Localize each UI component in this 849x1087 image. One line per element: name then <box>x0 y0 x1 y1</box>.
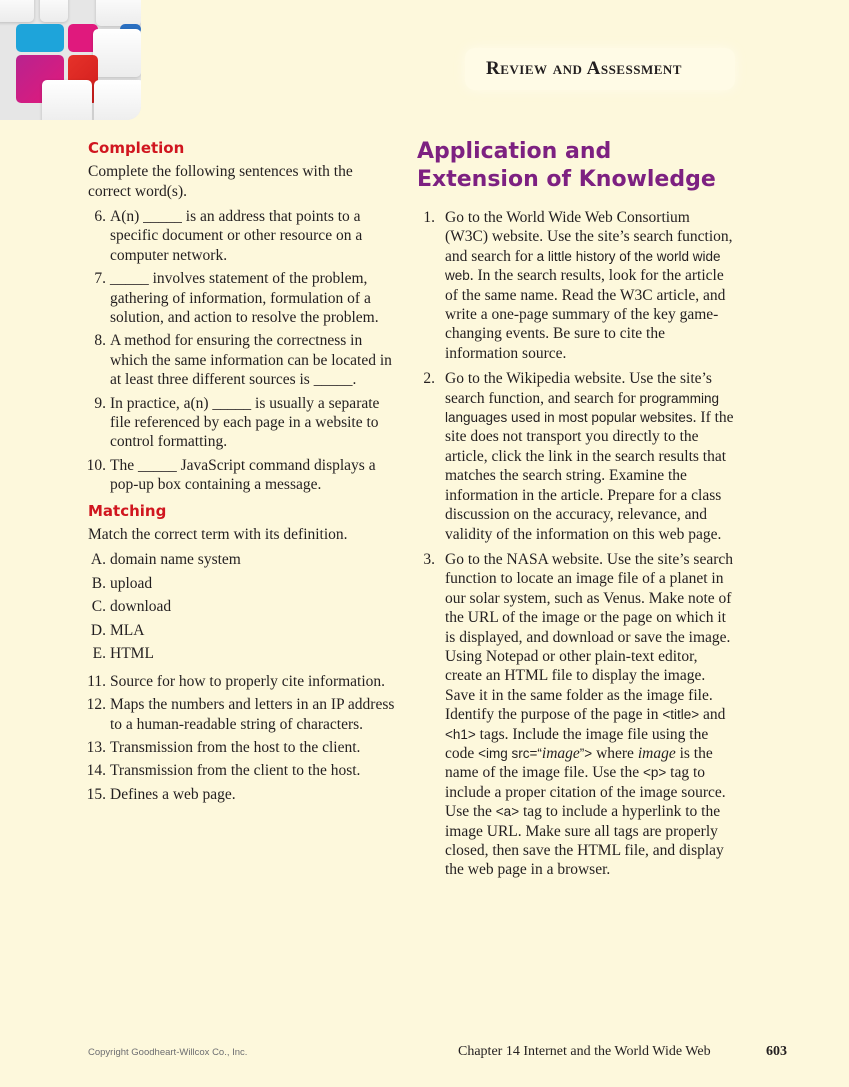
item-number: 3. <box>423 550 435 568</box>
application-list <box>417 208 735 880</box>
list-item <box>417 369 735 544</box>
code-snippet: <a> <box>495 804 520 820</box>
item-number: 15. <box>86 785 106 803</box>
item-text: The _____ JavaScript command displays a pop-up box containing a message. <box>110 456 376 494</box>
item-text: and <box>699 706 726 724</box>
item-text: . If the site does not transport you directly to the article, click the link in the search results that matches the search string. Examine the information in the article. Prepare for a class discussion on the accuracy, relevance, and validity of the information on this web page. <box>445 409 734 543</box>
term-text: MLA <box>110 621 145 639</box>
item-number: 7. <box>94 270 106 288</box>
term-item <box>88 597 398 617</box>
item-text: A(n) _____ is an address that points to a specific document or other resource on a computer network. <box>110 208 363 264</box>
tile <box>94 80 141 120</box>
right-column <box>417 138 735 886</box>
tile <box>93 29 141 77</box>
item-text: . In the search results, look for the article of the same name. Read the W3C article, and write a one-page summary of the key game-changing events. Be sure to cite the information source. <box>445 267 726 362</box>
term-item <box>88 621 398 641</box>
code-snippet: <h1> <box>445 726 476 742</box>
term-letter: B. <box>91 574 106 592</box>
term-letter: A. <box>90 551 106 569</box>
item-text: Go to the World Wide Web Consortium (W3C) website. Use the site’s search function, and search for <box>445 209 733 265</box>
term-text: upload <box>110 574 153 592</box>
item-text: Transmission from the host to the client. <box>110 738 361 756</box>
list-item <box>88 785 398 804</box>
tile <box>96 0 141 26</box>
left-column <box>88 138 398 808</box>
list-item <box>88 269 398 327</box>
item-number: 8. <box>94 332 106 350</box>
item-number: 10. <box>86 456 106 474</box>
page-number: 603 <box>766 1044 787 1059</box>
item-text: where <box>592 744 638 762</box>
tile <box>42 80 92 120</box>
item-text: Transmission from the client to the host. <box>110 762 361 780</box>
copyright-notice: Copyright Goodheart-Willcox Co., Inc. <box>88 1047 248 1058</box>
item-number: 14. <box>86 762 106 780</box>
code-snippet: <title> <box>662 707 700 723</box>
application-heading: Application and Extension of Knowledge <box>417 139 716 192</box>
term-text: download <box>110 598 172 616</box>
list-item <box>88 695 398 734</box>
item-number: 12. <box>86 696 106 714</box>
matching-intro: Match the correct term with its definition. <box>88 525 348 543</box>
list-item <box>417 208 735 363</box>
item-number: 9. <box>94 394 106 412</box>
item-text: A method for ensuring the correctness in which the same information can be located in at least three different sources is _____. <box>110 332 392 389</box>
term-letter: E. <box>92 645 106 663</box>
term-item <box>88 550 398 570</box>
code-snippet: <img src=“ <box>478 745 542 761</box>
item-text: Go to the NASA website. Use the site’s search function to locate an image file of a planet in our solar system, such as Venus. Make note of the URL of the image or the page on which it is displayed, and download or save the image. Using Notepad or other plain-text editor, create an HTML file to display the image. Save it in the same folder as the image file. Identify the purpose of the page in <box>445 550 733 724</box>
italic-term: image <box>637 744 676 762</box>
matching-terms <box>88 550 398 664</box>
term-text: domain name system <box>110 551 241 569</box>
list-item <box>88 672 398 691</box>
list-item <box>88 456 398 495</box>
list-item <box>417 550 735 880</box>
item-text: tags. Include the image file using the code <box>445 725 709 762</box>
completion-intro: Complete the following sentences with the correct word(s). <box>88 163 353 200</box>
term-item <box>88 644 398 664</box>
matching-definitions <box>88 672 398 804</box>
item-text: Go to the Wikipedia website. Use the site’s search function, and search for <box>445 370 712 407</box>
colored-tiles-graphic-icon <box>0 0 141 120</box>
term-letter: D. <box>90 621 106 639</box>
tile <box>0 0 34 22</box>
list-item <box>88 394 398 452</box>
tile <box>40 0 68 22</box>
item-number: 13. <box>86 738 106 756</box>
completion-list <box>88 207 398 495</box>
item-text: tag to include a hyperlink to the image URL. Make sure all tags are properly closed, then save the HTML file, and display the web page in a browser. <box>445 803 724 879</box>
item-number: 1. <box>423 209 435 226</box>
search-term: programming languages used in most popular websites <box>445 390 720 426</box>
item-text: is the name of the image file. Use the <box>445 744 713 782</box>
code-snippet: ”> <box>579 745 593 761</box>
term-text: HTML <box>110 645 154 663</box>
list-item <box>88 331 398 389</box>
list-item <box>88 207 398 265</box>
item-number: 2. <box>423 370 435 388</box>
item-text: tag to include a proper citation of the image source. Use the <box>445 764 726 821</box>
item-number: 11. <box>87 672 106 690</box>
item-number: 6. <box>94 208 106 225</box>
code-snippet: <p> <box>642 765 667 781</box>
chapter-title: Chapter 14 Internet and the World Wide Web <box>458 1044 711 1059</box>
item-text: _____ involves statement of the problem, gathering of information, formulation of a solution, and action to resolve the problem. <box>110 270 379 327</box>
item-text: Maps the numbers and letters in an IP address to a human-readable string of characters. <box>110 696 395 733</box>
term-item <box>88 574 398 594</box>
tile <box>16 24 64 52</box>
running-head: Review and Assessment <box>486 58 682 79</box>
item-text: Defines a web page. <box>110 785 236 803</box>
term-letter: C. <box>91 598 106 616</box>
code-placeholder: image <box>541 744 580 762</box>
list-item <box>88 738 398 757</box>
item-text: In practice, a(n) _____ is usually a separate file referenced by each page in a website to control formatting. <box>110 394 380 451</box>
item-text: Source for how to properly cite information. <box>110 672 386 690</box>
completion-heading: Completion <box>88 139 185 157</box>
list-item <box>88 761 398 780</box>
matching-heading: Matching <box>88 501 167 520</box>
search-term: a little history of the world wide web <box>445 248 721 284</box>
